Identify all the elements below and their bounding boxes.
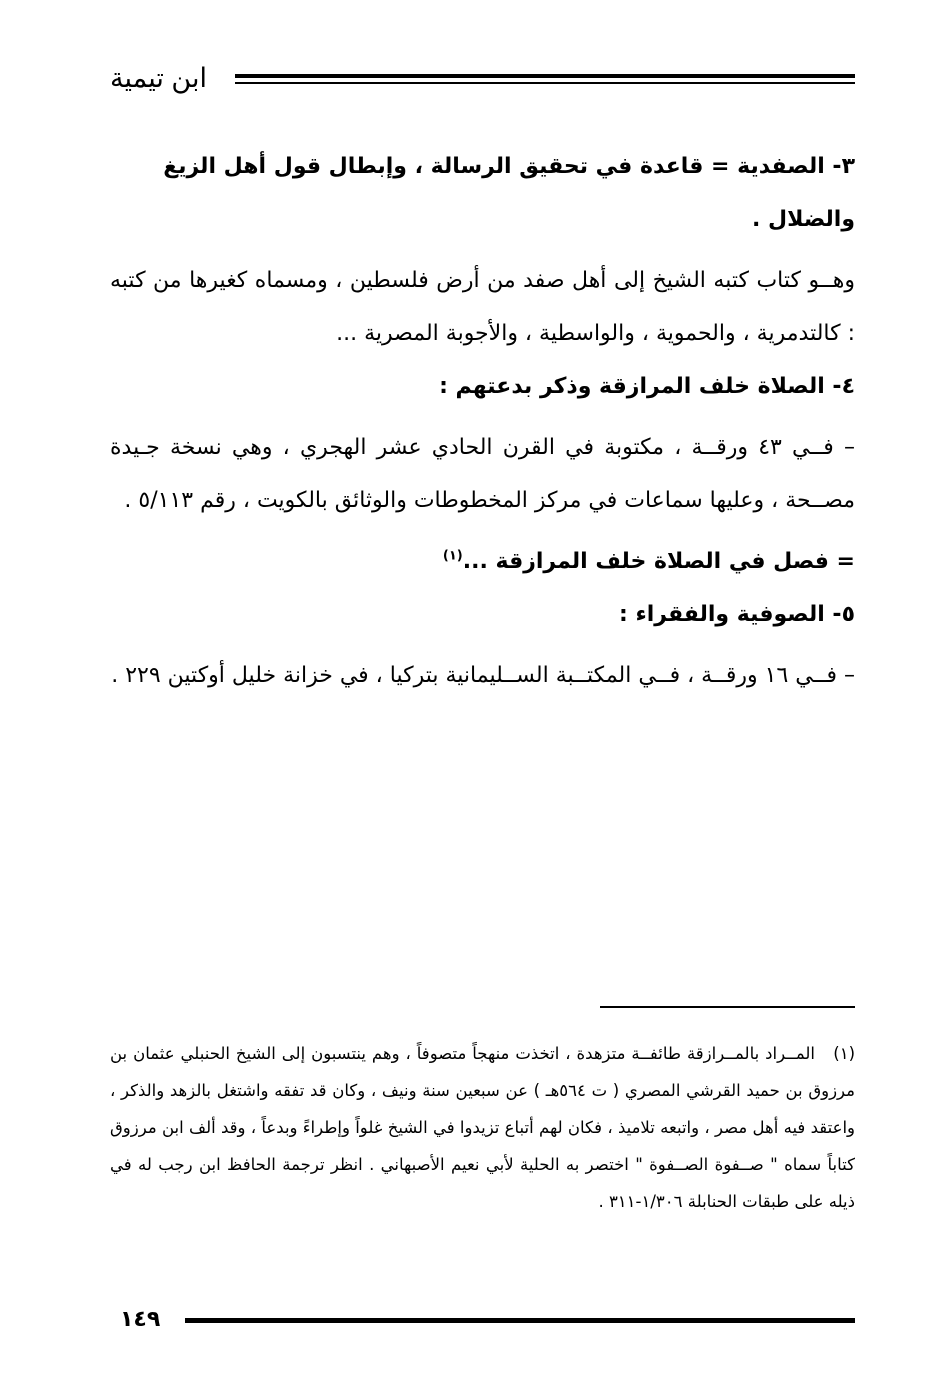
page-footer (110, 1300, 855, 1340)
footnote-reference[interactable]: (١) (442, 548, 463, 564)
item-4-subsection-text: = فصل في الصلاة خلف المرازقة ... (462, 549, 855, 574)
footnote (110, 1035, 855, 1220)
item-4-subsection (110, 535, 855, 588)
footnote-separator (600, 1006, 855, 1008)
item-5-heading: ٥- الصوفية والفقراء : (619, 602, 855, 627)
page-number: ١٤٩ (120, 1307, 161, 1332)
page-header (110, 58, 855, 98)
spacer (110, 413, 855, 421)
spacer (110, 527, 855, 535)
footnote-number: (١) (833, 1044, 855, 1063)
spacer (110, 641, 855, 649)
header-rule-thick (235, 74, 855, 78)
footer-rule (185, 1318, 855, 1323)
item-5-paragraph: – فــي ١٦ ورقــة ، فــي المكتــبة الســليمانية بتركيا ، في خزانة خليل أوكتين ٢٢٩ . (111, 663, 855, 688)
item-3-heading: ٣- الصفدية = قاعدة في تحقيق الرسالة ، وإبطال قول أهل الزيغ والضلال . (163, 154, 855, 232)
item-4-heading: ٤- الصلاة خلف المرازقة وذكر بدعتهم : (439, 374, 855, 399)
spacer (110, 246, 855, 254)
footnote-text: المــراد بالمــرازقة طائفــة متزهدة ، اتخذت منهجاً متصوفاً ، وهم ينتسبون إلى الشيخ الحنبلي عثمان بن مرزوق بن حميد القرشي المصري ( ت ٥٦٤هـ ) عن سبعين سنة ونيف ، وكان قد تفقه واشتغل بالزهد والذكر ، واعتقد فيه أهل مصر ، واتبعه تلاميذ ، فكان لهم أتباع تزيدوا في الشيخ غلواً وإطراءً وبدعاً ، وقد ألف ابن مرزوق كتاباً سماه " صــفوة الصــفوة " اختصر به الحلية لأبي نعيم الأصبهاني . انظر ترجمة الحافظ ابن رجب له في ذيله على طبقات الحنابلة ١/٣٠٦-٣١١ . (110, 1044, 855, 1211)
header-double-rule (235, 74, 855, 86)
main-text (110, 140, 855, 702)
item-4-paragraph: – فــي ٤٣ ورقــة ، مكتوبة في القرن الحادي عشر الهجري ، وهي نسخة جـيدة مصــحة ، وعليها سماعات في مركز المخطوطات والوثائق بالكويت ، رقم ٥/١١٣ . (110, 435, 856, 513)
item-3-paragraph: وهــو كتاب كتبه الشيخ إلى أهل صفد من أرض فلسطين ، ومسماه كغيرها من كتبه : كالتدمرية ، والحموية ، والواسطية ، والأجوبة المصرية ... (110, 268, 855, 346)
running-head: ابن تيمية (110, 63, 207, 93)
header-rule-thin (235, 82, 855, 84)
